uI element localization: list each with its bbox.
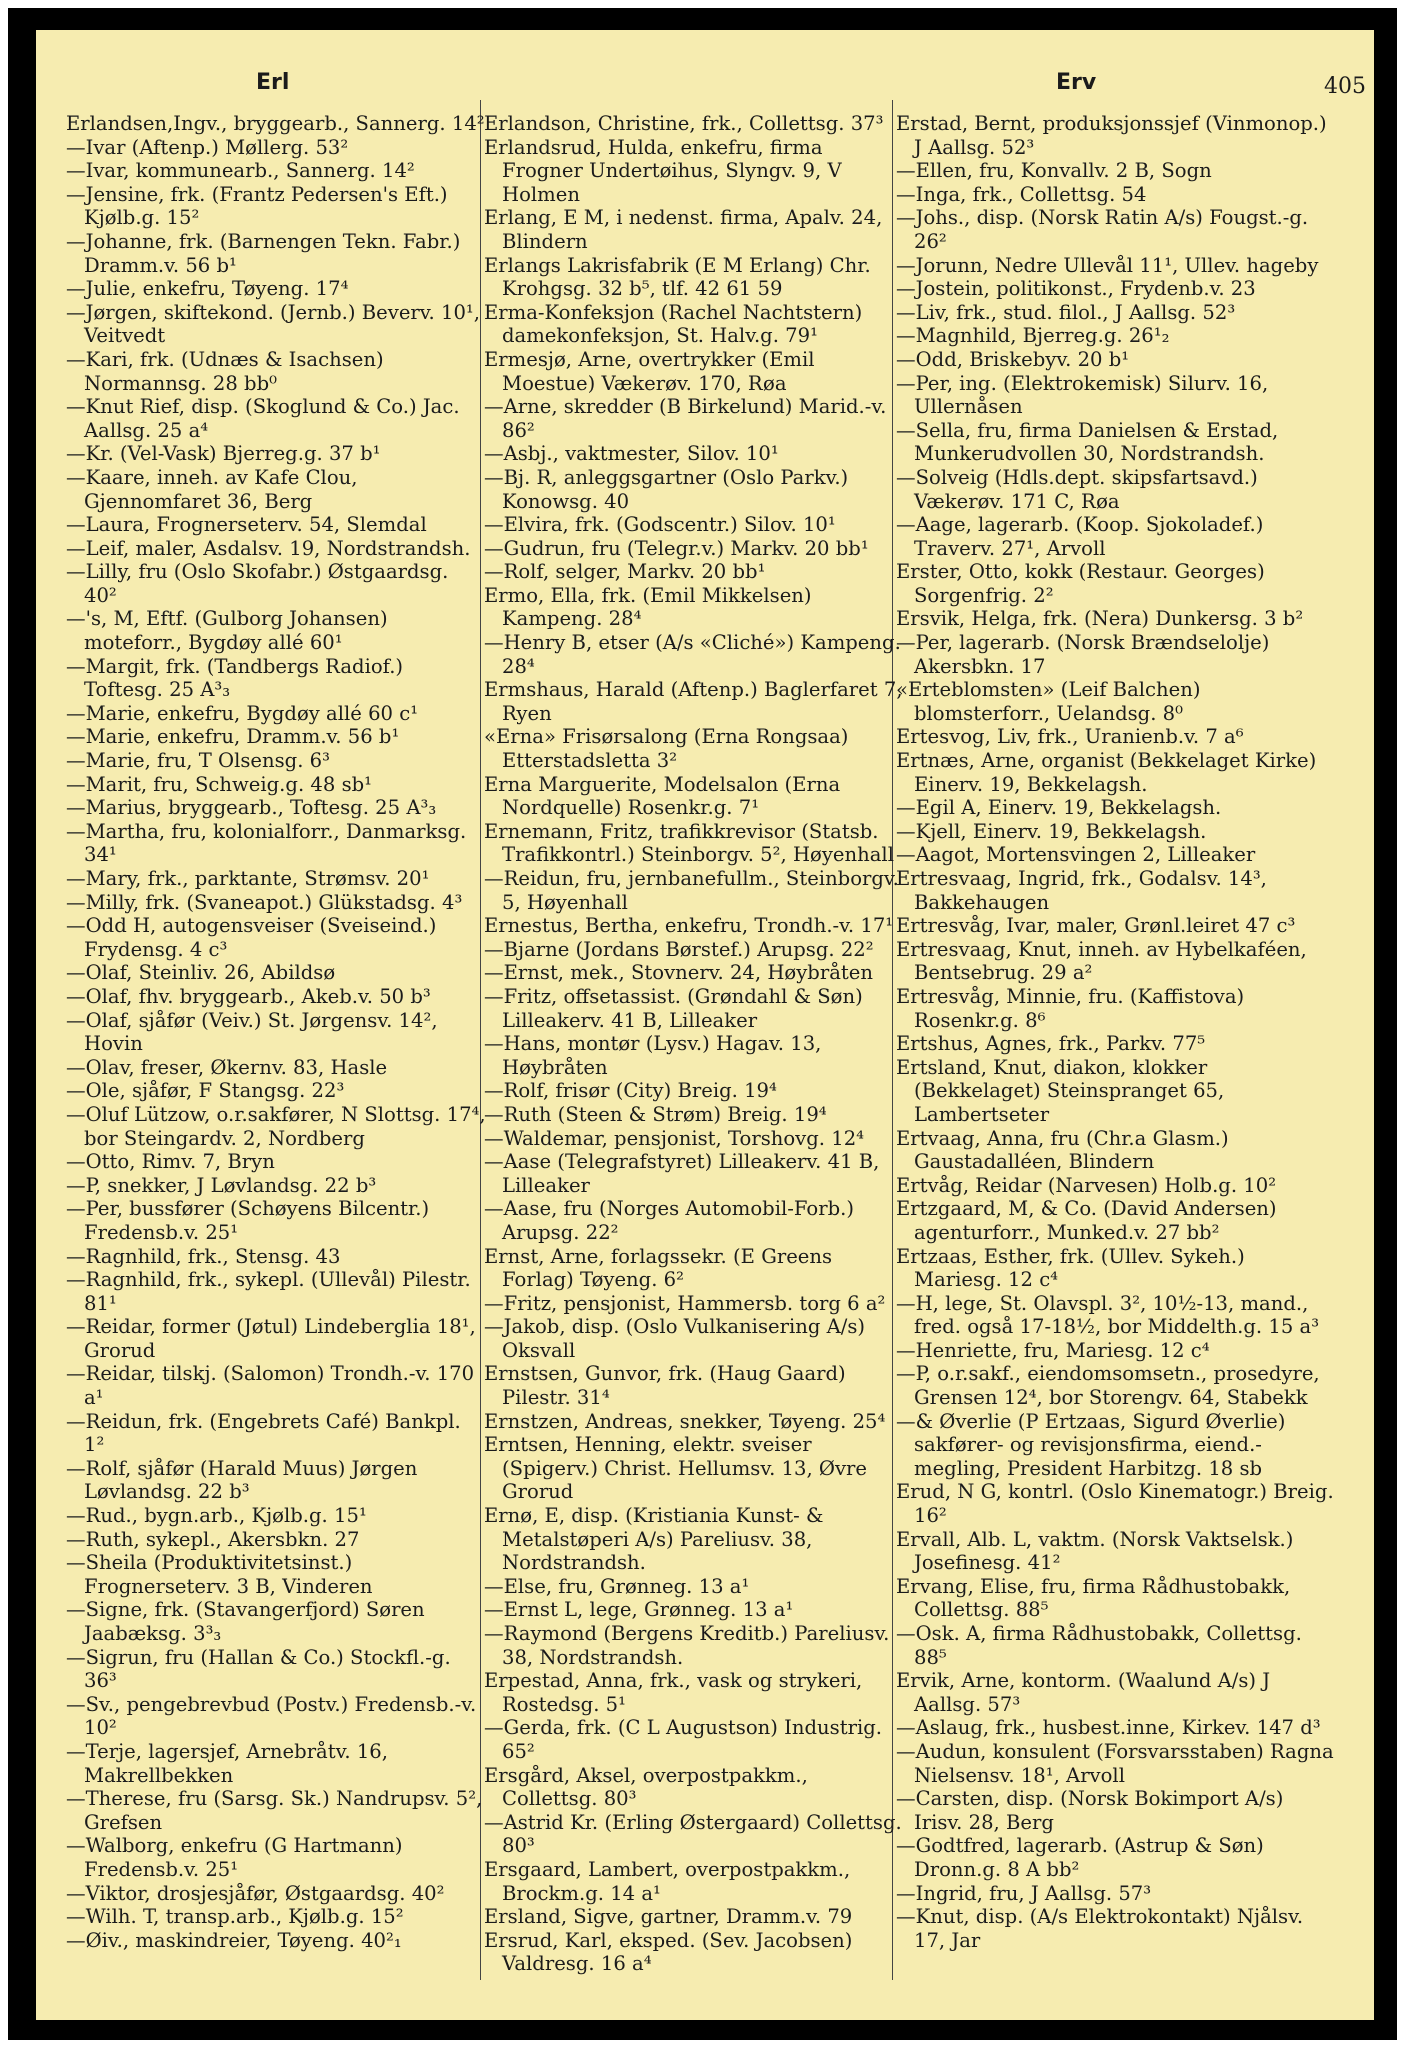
directory-entry: Ertresvaag, Ingrid, frk., Godalsv. 14³, Bakkehaugen bbox=[896, 867, 1267, 914]
directory-entry: Ermesjø, Arne, overtrykker (Emil Moestue) Vækerøv. 170, Røa bbox=[484, 347, 815, 395]
directory-entry: —Sheila (Produktivitetsinst.) Frognerseterv. 3 B, Vinderen bbox=[66, 1551, 373, 1598]
directory-entry: —P, o.r.sakf., eiendomsomsetn., prosedyre, Grensen 12⁴, bor Storengv. 64, Stabekk bbox=[896, 1362, 1320, 1410]
directory-entry: —Rud., bygn.arb., Kjølb.g. 15¹ bbox=[66, 1504, 367, 1528]
directory-entry: —H, lege, St. Olavspl. 3², 10½-13, mand., fred. også 17-18½, bor Middelth.g. 15 a³ bbox=[896, 1291, 1320, 1339]
directory-entry: Erster, Otto, kokk (Restaur. Georges) Sorgenfrig. 2² bbox=[896, 560, 1265, 607]
directory-entry: —Egil A, Einerv. 19, Bekkelagsh. bbox=[896, 796, 1222, 820]
directory-entry: —Reidun, frk. (Engebrets Café) Bankpl. 1² bbox=[66, 1409, 461, 1457]
directory-entry: —Ole, sjåfør, F Stangsg. 22³ bbox=[66, 1079, 345, 1103]
directory-entry: —Laura, Frognerseterv. 54, Slemdal bbox=[66, 513, 427, 537]
directory-entry: —Gerda, frk. (C L Augustson) Industrig. 65² bbox=[484, 1716, 882, 1763]
directory-entry: —Jensine, frk. (Frantz Pedersen's Eft.) Kjølb.g. 15² bbox=[66, 182, 448, 230]
directory-entry: —Julie, enkefru, Tøyeng. 17⁴ bbox=[66, 277, 349, 301]
directory-entry: Erlandson, Christine, frk., Collettsg. 37³ bbox=[484, 112, 884, 135]
directory-entry: Erlandsen,Ingv., bryggearb., Sannerg. 14² bbox=[66, 112, 485, 135]
directory-entry: Ersland, Sigve, gartner, Dramm.v. 79 bbox=[484, 1905, 853, 1929]
directory-entry: —Kaare, inneh. av Kafe Clou, Gjennomfaret 36, Berg bbox=[66, 465, 358, 513]
directory-entry: —Ernst L, lege, Grønneg. 13 a¹ bbox=[484, 1598, 794, 1622]
directory-entry: —Ernst, mek., Stovnerv. 24, Høybråten bbox=[484, 961, 873, 985]
directory-entry: Erna Marguerite, Modelsalon (Erna Nordquelle) Rosenkr.g. 7¹ bbox=[484, 772, 841, 820]
page-number: 405 bbox=[1324, 74, 1366, 99]
directory-entry: —Reidar, tilskj. (Salomon) Trondh.-v. 170 a¹ bbox=[66, 1362, 475, 1410]
directory-entry: —Leif, maler, Asdalsv. 19, Nordstrandsh. bbox=[66, 536, 471, 560]
directory-entry: Ertresvåg, Ivar, maler, Grønl.leiret 47 c³ bbox=[896, 914, 1296, 938]
directory-entry: —Aase, fru (Norges Automobil-Forb.) Arupsg. 22² bbox=[484, 1197, 854, 1244]
directory-entry: —Signe, frk. (Stavangerfjord) Søren Jaabæksg. 3³₃ bbox=[66, 1598, 425, 1645]
directory-entry: Ertzgaard, M, & Co. (David Andersen) agenturforr., Munked.v. 27 bb² bbox=[896, 1197, 1277, 1244]
directory-entry: —Solveig (Hdls.dept. skipsfartsavd.) Vækerøv. 171 C, Røa bbox=[896, 465, 1258, 513]
directory-entry: Ermo, Ella, frk. (Emil Mikkelsen) Kampeng. 28⁴ bbox=[484, 583, 812, 631]
directory-entry: —Ragnhild, frk., sykepl. (Ullevål) Pilestr. 81¹ bbox=[66, 1268, 471, 1315]
directory-entry: Ertvaag, Anna, fru (Chr.a Glasm.) Gaustadalléen, Blindern bbox=[896, 1126, 1229, 1174]
directory-entry: —Olav, freser, Økernv. 83, Hasle bbox=[66, 1055, 388, 1079]
directory-entry: —Bjarne (Jordans Børstef.) Arupsg. 22² bbox=[484, 937, 874, 961]
directory-entry: —Mary, frk., parktante, Strømsv. 20¹ bbox=[66, 867, 430, 890]
directory-entry: Erud, N G, kontrl. (Oslo Kinematogr.) Breig. 16² bbox=[896, 1480, 1334, 1528]
directory-entry: —Else, fru, Grønneg. 13 a¹ bbox=[484, 1574, 750, 1598]
directory-entry: —Rolf, sjåfør (Harald Muus) Jørgen Løvlandsg. 22 b³ bbox=[66, 1456, 418, 1504]
directory-entry: —Magnhild, Bjerreg.g. 26¹₂ bbox=[896, 324, 1170, 348]
directory-entry: —Godtfred, lagerarb. (Astrup & Søn) Dronn.g. 8 A bb² bbox=[896, 1834, 1264, 1881]
directory-entry: —Aagot, Mortensvingen 2, Lilleaker bbox=[896, 843, 1256, 867]
directory-entry: Ernø, E, disp. (Kristiania Kunst- & Metalstøperi A/s) Pareliusv. 38, Nordstrandsh. bbox=[484, 1504, 824, 1575]
directory-entry: Ersgård, Aksel, overpostpakkm., Collettsg. 80³ bbox=[484, 1763, 808, 1811]
directory-entry: Ertshus, Agnes, frk., Parkv. 77⁵ bbox=[896, 1032, 1206, 1056]
directory-entry: —P, snekker, J Løvlandsg. 22 b³ bbox=[66, 1173, 377, 1197]
directory-entry: Erpestad, Anna, frk., vask og strykeri, Rostedsg. 5¹ bbox=[484, 1669, 863, 1716]
directory-entry: —Hans, montør (Lysv.) Hagav. 13, Høybråten bbox=[484, 1032, 822, 1079]
directory-entry: —Elvira, frk. (Godscentr.) Silov. 10¹ bbox=[484, 513, 836, 537]
directory-entry: —Audun, konsulent (Forsvarsstaben) Ragna Nielsensv. 18¹, Arvoll bbox=[896, 1739, 1334, 1787]
directory-entry: Erstad, Bernt, produksjonssjef (Vinmonop.) J Aallsg. 52³ bbox=[896, 112, 1327, 159]
directory-entry: Ernstzen, Andreas, snekker, Tøyeng. 25⁴ bbox=[484, 1409, 886, 1433]
directory-entry: —Knut Rief, disp. (Skoglund & Co.) Jac. Aallsg. 25 a⁴ bbox=[66, 395, 460, 442]
directory-entry: —Øiv., maskindreier, Tøyeng. 40²₁ bbox=[66, 1928, 402, 1952]
directory-entry: —'s, M, Eftf. (Gulborg Johansen) moteforr., Bygdøy allé 60¹ bbox=[66, 607, 388, 655]
directory-entry: —Kjell, Einerv. 19, Bekkelagsh. bbox=[896, 819, 1207, 843]
directory-entry: Ertvåg, Reidar (Narvesen) Holb.g. 10² bbox=[896, 1173, 1277, 1197]
directory-entry: Ertresvaag, Knut, inneh. av Hybelkaféen, Bentsebrug. 29 a² bbox=[896, 937, 1307, 985]
directory-entry: —Therese, fru (Sarsg. Sk.) Nandrupsv. 5², Grefsen bbox=[66, 1787, 483, 1834]
directory-entry: —Marie, enkefru, Dramm.v. 56 b¹ bbox=[66, 725, 400, 749]
directory-entry: —Marie, fru, T Olsensg. 6³ bbox=[66, 749, 330, 773]
directory-entry: Ervang, Elise, fru, firma Rådhustobakk, Collettsg. 88⁵ bbox=[896, 1574, 1291, 1622]
directory-entry: —Inga, frk., Collettsg. 54 bbox=[896, 182, 1147, 206]
directory-entry: —Jakob, disp. (Oslo Vulkanisering A/s) Oksvall bbox=[484, 1315, 866, 1362]
directory-entry: Ernst, Arne, forlagssekr. (E Greens Forlag) Tøyeng. 6² bbox=[484, 1244, 833, 1292]
directory-entry: —Odd, Briskebyv. 20 b¹ bbox=[896, 347, 1130, 371]
directory-entry: Erlandsrud, Hulda, enkefru, firma Frogner Undertøihus, Slyngv. 9, V Holmen bbox=[484, 135, 842, 206]
directory-entry: —Per, bussfører (Schøyens Bilcentr.) Fredensb.v. 25¹ bbox=[66, 1197, 430, 1244]
directory-entry: Erlangs Lakrisfabrik (E M Erlang) Chr. Krohgsg. 32 b⁵, tlf. 42 61 59 bbox=[484, 253, 871, 301]
directory-entry: Ersvik, Helga, frk. (Nera) Dunkersg. 3 b² bbox=[896, 607, 1304, 631]
directory-entry: —Jørgen, skiftekond. (Jernb.) Beverv. 10¹, Veitvedt bbox=[66, 300, 480, 348]
directory-entry: —Johs., disp. (Norsk Ratin A/s) Fougst.-g. 26² bbox=[896, 206, 1309, 253]
directory-entry: —Aslaug, frk., husbest.inne, Kirkev. 147 d³ bbox=[896, 1716, 1321, 1740]
directory-entry: Ertnæs, Arne, organist (Bekkelaget Kirke) Einerv. 19, Bekkelagsh. bbox=[896, 749, 1317, 796]
directory-entry: —Carsten, disp. (Norsk Bokimport A/s) Irisv. 28, Berg bbox=[896, 1787, 1284, 1834]
directory-entry: —Jorunn, Nedre Ullevål 11¹, Ullev. hageby bbox=[896, 253, 1319, 277]
directory-entry: —Asbj., vaktmester, Silov. 10¹ bbox=[484, 442, 779, 466]
directory-entry: —Ivar (Aftenp.) Møllerg. 53² bbox=[66, 135, 349, 159]
column-3 bbox=[896, 112, 1334, 1952]
directory-entry: Ervik, Arne, kontorm. (Waalund A/s) J Aallsg. 57³ bbox=[896, 1669, 1271, 1716]
directory-entry: —Sigrun, fru (Hallan & Co.) Stockfl.-g. 36³ bbox=[66, 1645, 451, 1693]
column-2 bbox=[484, 112, 904, 1976]
directory-entry: —Reidar, former (Jøtul) Lindeberglia 18¹, Grorud bbox=[66, 1315, 476, 1362]
directory-entry: —Wilh. T, transp.arb., Kjølb.g. 15² bbox=[66, 1905, 404, 1929]
directory-entry: «Erna» Frisørsalong (Erna Rongsaa) Etterstadsletta 3² bbox=[484, 725, 849, 773]
directory-entry: —Sv., pengebrevbud (Postv.) Fredensb.-v. 10² bbox=[66, 1692, 477, 1740]
directory-entry: —Jostein, politikonst., Frydenb.v. 23 bbox=[896, 277, 1256, 301]
directory-entry: —Ragnhild, frk., Stensg. 43 bbox=[66, 1244, 341, 1268]
directory-entry: —Milly, frk. (Svaneapot.) Glükstadsg. 4³ bbox=[66, 890, 463, 914]
directory-entry: Ervall, Alb. L, vaktm. (Norsk Vaktselsk.) Josefinesg. 41² bbox=[896, 1527, 1294, 1575]
directory-entry: —Aage, lagerarb. (Koop. Sjokoladef.) Traverv. 27¹, Arvoll bbox=[896, 513, 1264, 560]
right-guide-word: Erv bbox=[1056, 70, 1097, 95]
left-guide-word: Erl bbox=[256, 70, 290, 95]
directory-entry: —Walborg, enkefru (G Hartmann) Fredensb.v. 25¹ bbox=[66, 1834, 403, 1881]
directory-entry: —Aase (Telegrafstyret) Lilleakerv. 41 B, Lilleaker bbox=[484, 1150, 880, 1197]
directory-entry: —Waldemar, pensjonist, Torshovg. 12⁴ bbox=[484, 1126, 865, 1150]
directory-entry: —Fritz, offsetassist. (Grøndahl & Søn) Lilleakerv. 41 B, Lilleaker bbox=[484, 984, 863, 1032]
directory-entry: —Knut, disp. (A/s Elektrokontakt) Njålsv. 17, Jar bbox=[896, 1905, 1304, 1952]
directory-entry: —Raymond (Bergens Kreditb.) Pareliusv. 38, Nordstrandsh. bbox=[484, 1622, 890, 1669]
directory-entry: —Odd H, autogensveiser (Sveiseind.) Frydensg. 4 c³ bbox=[66, 914, 437, 961]
directory-entry: —Fritz, pensjonist, Hammersb. torg 6 a² bbox=[484, 1291, 886, 1315]
directory-entry: Ertresvåg, Minnie, fru. (Kaffistova) Rosenkr.g. 8⁶ bbox=[896, 984, 1245, 1032]
directory-entry: —Ivar, kommunearb., Sannerg. 14² bbox=[66, 159, 415, 183]
directory-entry: —Per, lagerarb. (Norsk Brændselolje) Akersbkn. 17 bbox=[896, 631, 1270, 678]
directory-entry: —Rolf, selger, Markv. 20 bb¹ bbox=[484, 560, 766, 584]
directory-entry: —Rolf, frisør (City) Breig. 19⁴ bbox=[484, 1079, 777, 1103]
directory-entry: —Terje, lagersjef, Arnebråtv. 16, Makrellbekken bbox=[66, 1739, 388, 1787]
directory-entry: —Johanne, frk. (Barnengen Tekn. Fabr.) Dramm.v. 56 b¹ bbox=[66, 229, 461, 277]
directory-entry: Ertsland, Knut, diakon, klokker (Bekkelaget) Steinspranget 65, Lambertseter bbox=[896, 1055, 1225, 1126]
directory-entry: —Ruth (Steen & Strøm) Breig. 19⁴ bbox=[484, 1102, 827, 1126]
directory-entry: —Gudrun, fru (Telegr.v.) Markv. 20 bb¹ bbox=[484, 536, 869, 560]
directory-entry: —Ingrid, fru, J Aallsg. 57³ bbox=[896, 1881, 1152, 1905]
directory-page bbox=[36, 30, 1374, 2020]
directory-entry: Erlang, E M, i nedenst. firma, Apalv. 24, Blindern bbox=[484, 206, 883, 253]
directory-entry: «Erteblomsten» (Leif Balchen) blomsterforr., Uelandsg. 8⁰ bbox=[896, 678, 1201, 725]
directory-entry: —Kr. (Vel-Vask) Bjerreg.g. 37 b¹ bbox=[66, 442, 381, 466]
directory-entry: —Henry B, etser (A/s «Cliché») Kampeng. 28⁴ bbox=[484, 631, 901, 678]
directory-entry: —Viktor, drosjesjåfør, Østgaardsg. 40² bbox=[66, 1881, 445, 1905]
directory-entry: Ernemann, Fritz, trafikkrevisor (Statsb. Trafikkontrl.) Steinborgv. 5², Høyenhall bbox=[484, 819, 894, 867]
directory-entry: Erma-Konfeksjon (Rachel Nachtstern) damekonfeksjon, St. Halv.g. 79¹ bbox=[484, 300, 863, 348]
directory-entry: —Marie, enkefru, Bygdøy allé 60 c¹ bbox=[66, 701, 419, 725]
directory-entry: —Per, ing. (Elektrokemisk) Silurv. 16, Ullernåsen bbox=[896, 371, 1269, 419]
directory-entry: Ernestus, Bertha, enkefru, Trondh.-v. 17¹ bbox=[484, 914, 894, 938]
directory-entry: —Marius, bryggearb., Toftesg. 25 A³₃ bbox=[66, 796, 437, 820]
directory-entry: Ersrud, Karl, eksped. (Sev. Jacobsen) Valdresg. 16 a⁴ bbox=[484, 1928, 853, 1976]
directory-entry: —Otto, Rimv. 7, Bryn bbox=[66, 1150, 275, 1174]
directory-entry: Erntsen, Henning, elektr. sveiser (Spigerv.) Christ. Hellumsv. 13, Øvre Grorud bbox=[484, 1433, 868, 1504]
directory-entry: —Kari, frk. (Udnæs & Isachsen) Normannsg. 28 bb⁰ bbox=[66, 347, 384, 395]
directory-entry: —Lilly, fru (Oslo Skofabr.) Østgaardsg. 40² bbox=[66, 560, 449, 607]
directory-entry: —Henriette, fru, Mariesg. 12 c⁴ bbox=[896, 1338, 1210, 1362]
directory-entry: —Osk. A, firma Rådhustobakk, Collettsg. 88⁵ bbox=[896, 1622, 1302, 1669]
directory-entry: —& Øverlie (P Ertzaas, Sigurd Øverlie) sakfører- og revisjonsfirma, eiend.-megling, President Harbitzg. 18 sb bbox=[896, 1409, 1286, 1480]
directory-entry: Ernstsen, Gunvor, frk. (Haug Gaard) Pilestr. 31⁴ bbox=[484, 1362, 846, 1410]
directory-entry: —Margit, frk. (Tandbergs Radiof.) Toftesg. 25 A³₃ bbox=[66, 654, 404, 702]
directory-entry: —Bj. R, anleggsgartner (Oslo Parkv.) Konowsg. 40 bbox=[484, 465, 849, 513]
directory-entry: —Olaf, Steinliv. 26, Abildsø bbox=[66, 961, 336, 985]
directory-entry: —Arne, skredder (B Birkelund) Marid.-v. 86² bbox=[484, 395, 887, 442]
directory-entry: —Oluf Lützow, o.r.sakfører, N Slottsg. 17⁴, bor Steingardv. 2, Nordberg bbox=[66, 1102, 486, 1150]
directory-entry: —Olaf, sjåfør (Veiv.) St. Jørgensv. 14², Hovin bbox=[66, 1008, 438, 1056]
directory-entry: Ermshaus, Harald (Aftenp.) Baglerfaret 7, Ryen bbox=[484, 678, 903, 725]
directory-entry: Ersgaard, Lambert, overpostpakkm., Brockm.g. 14 a¹ bbox=[484, 1857, 851, 1905]
directory-entry: Ertesvog, Liv, frk., Uranienb.v. 7 a⁶ bbox=[896, 725, 1244, 749]
directory-entry: —Ruth, sykepl., Akersbkn. 27 bbox=[66, 1527, 360, 1551]
directory-entry: —Marit, fru, Schweig.g. 48 sb¹ bbox=[66, 772, 373, 796]
directory-entry: —Sella, fru, firma Danielsen & Erstad, Munkerudvollen 30, Nordstrandsh. bbox=[896, 418, 1279, 466]
column-1 bbox=[66, 112, 486, 1952]
directory-entry: —Martha, fru, kolonialforr., Danmarksg. 34¹ bbox=[66, 819, 467, 867]
directory-entry: —Reidun, fru, jernbanefullm., Steinborgv. 5, Høyenhall bbox=[484, 867, 899, 914]
directory-entry: —Ellen, fru, Konvallv. 2 B, Sogn bbox=[896, 159, 1212, 183]
directory-entry: —Astrid Kr. (Erling Østergaard) Collettsg. 80³ bbox=[484, 1810, 902, 1858]
directory-entry: Ertzaas, Esther, frk. (Ullev. Sykeh.) Mariesg. 12 c⁴ bbox=[896, 1244, 1245, 1292]
directory-entry: —Olaf, fhv. bryggearb., Akeb.v. 50 b³ bbox=[66, 984, 431, 1008]
directory-entry: —Liv, frk., stud. filol., J Aallsg. 52³ bbox=[896, 300, 1236, 324]
